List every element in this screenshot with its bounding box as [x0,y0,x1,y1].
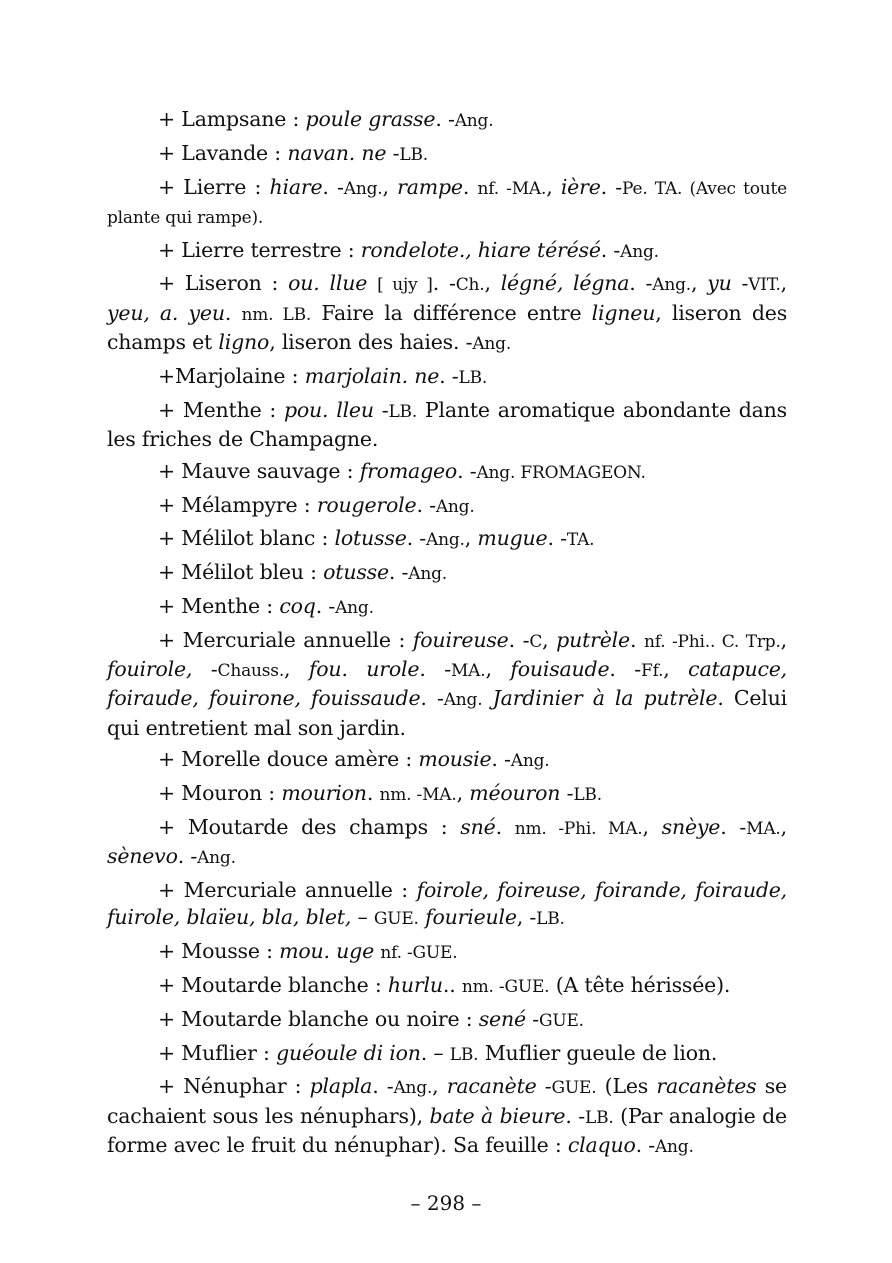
source-abbreviation: C [529,631,543,652]
dialect-term: hurlu [387,973,443,998]
entry-text: . - [600,237,621,262]
entry-text: + Mélampyre : [158,492,317,517]
dialect-term: mugue [477,526,548,551]
entry-text: , [485,657,511,682]
glossary-entry [107,814,787,873]
entry-text: (A tête hérissée). [549,973,731,998]
source-abbreviation: MA. [450,661,486,682]
source-abbreviation: Pe. TA. (Avec toute plante qui rampe). [107,178,787,228]
entry-text: Muflier gueule de lion. [478,1040,718,1065]
source-abbreviation: Ang. [408,564,447,585]
source-abbreviation: Ang. FROMAGEON. [476,462,646,483]
entry-text: . - [439,363,459,388]
glossary-entry [107,1040,787,1069]
entry-text: , liseron des champs et [107,300,788,355]
glossary-entry [107,397,787,454]
source-abbreviation: Ff. [641,661,664,682]
entry-text: , [690,271,708,296]
entry-text: , [484,271,501,296]
entry-text: , [780,627,787,652]
entry-text: + Lierre : [158,174,270,199]
entry-text: Faire la différence entre [311,300,592,325]
entry-text: Plante aromatique abondante dans les friches de Champagne. [107,397,787,451]
entry-text: , [780,815,787,840]
source-abbreviation: GUE. [538,1010,584,1031]
dialect-term: plapla [309,1074,373,1099]
dialect-term: fromageo [359,458,458,483]
entry-text: + Menthe : [158,397,284,422]
source-abbreviation: Ang. [443,690,483,711]
dialect-term: rondelote., hiare térésé [360,237,601,262]
dialect-term: mourion [281,781,367,806]
dialect-term: fouisaude [510,657,610,682]
dialect-term: putrèle [556,627,630,652]
source-abbreviation: Ang. [472,334,512,355]
dialect-term: sené [478,1006,526,1031]
entry-text: . - [565,1103,585,1128]
source-abbreviation: nm. LB. [241,304,312,325]
entry-text: , [780,271,787,296]
source-abbreviation: Ang. [343,178,383,199]
dialect-term: méouron [469,781,561,806]
glossary-entry [107,106,787,135]
entry-text: , [546,174,561,199]
source-abbreviation: Ang. [335,597,374,618]
entry-text: . - [322,174,344,199]
source-abbreviation: [ ujy ] [377,275,433,296]
glossary-entry [107,938,787,967]
source-abbreviation: nm. -Phi. MA. [514,819,643,840]
entry-text [482,686,492,710]
dialect-term: fourieule [425,905,517,930]
entry-text: . - [635,1133,655,1157]
entry-text: , [663,657,689,682]
entry-text: , [432,1074,447,1099]
entry-text: + Lavande : [158,140,288,165]
dialect-term: yu [707,271,732,296]
dialect-term: mousie [418,747,492,772]
entry-text: + Moutarde des champs : [158,815,461,840]
entry-text: , [542,627,557,652]
dialect-term: guéoule di ion [276,1040,421,1065]
entry-text: + Mélilot bleu : [158,560,324,585]
dialect-term: marjolain. ne [304,363,440,388]
entry-text: , [284,657,309,682]
source-abbreviation: nf. -GUE. [380,943,458,964]
source-abbreviation: Ang. [620,241,659,262]
dialect-term: coq [279,593,316,618]
source-abbreviation: Chauss. [217,661,285,682]
entry-text: + Mauve sauvage : [158,458,360,483]
entry-text: . [495,815,515,840]
entry-text: . - [406,526,427,551]
entry-text: + Moutarde blanche : [158,973,388,998]
source-abbreviation: nf. -MA. [477,178,547,199]
source-abbreviation: LB. [458,367,488,388]
source-abbreviation: Ang. [510,751,550,772]
glossary-entry [107,593,787,622]
dialect-term: ligneu [591,300,656,325]
entry-text: - [192,657,218,682]
entry-text: . – [420,1040,450,1065]
page-text-body [107,106,787,1166]
entry-text: , liseron des haies. - [269,330,473,355]
entry-text: + Menthe : [158,593,280,618]
entry-text: . - [416,492,436,517]
entry-text: . - [432,271,456,296]
source-abbreviation: Ang. [435,496,475,517]
glossary-entry [107,458,787,487]
dialect-term: sènevo [107,844,178,869]
entry-text: + Mercuriale annuelle : [158,878,417,903]
entry-text: . - [177,844,198,869]
source-abbreviation: TA. [566,530,595,551]
glossary-entry [107,559,787,588]
entry-text: . [462,174,478,199]
glossary-entry [107,270,787,358]
entry-text: . - [600,174,623,199]
entry-text: + Lierre terrestre : [158,237,361,262]
glossary-entry [107,877,787,934]
source-abbreviation: Ang. [652,275,691,296]
dialect-term: yeu, a. yeu [107,300,225,325]
entry-text: - [560,781,574,806]
dialect-term: mou. uge [279,939,375,964]
entry-text: . - [629,271,653,296]
entry-text: . - [419,657,451,682]
dialect-term: foirole, foireuse, foirande, foiraude, fuirole, blaïeu, bla, blet, [107,878,787,930]
source-abbreviation: GUE. [551,1078,597,1099]
entry-text: - [386,140,400,165]
dialect-term: rougerole [316,492,417,517]
dialect-term: bate à bieure [429,1103,566,1128]
entry-text: (Les [596,1074,657,1099]
entry-text: - [525,1006,539,1031]
page-number: – 298 – [410,1191,482,1215]
entry-text: - [373,397,389,422]
dialect-term: snèye [661,815,721,840]
entry-text: . [629,627,644,652]
dialect-term: ou. llue [288,271,368,296]
entry-text: , [642,815,662,840]
glossary-entry [107,363,787,392]
entry-text: + Lampsane : [158,107,306,131]
entry-text [367,271,377,295]
source-abbreviation: LB. [573,785,602,806]
entry-text: . - [609,657,641,682]
entry-text: – [351,905,374,930]
glossary-entry [107,237,787,266]
entry-text: + Mouron : [158,781,282,806]
dialect-term: ligno [218,330,270,355]
entry-text: + Muflier : [158,1040,277,1065]
source-abbreviation: Ch. [455,275,485,296]
glossary-entry [107,780,787,809]
source-abbreviation: LB. [388,401,418,422]
dialect-term: poule grasse [305,107,436,131]
source-abbreviation: Ang. [197,848,236,869]
entry-text: .. [442,973,462,998]
entry-text: + Morelle douce amère : [158,747,419,772]
entry-text: . - [372,1074,394,1099]
entry-text: + Mousse : [158,939,280,964]
dialect-term: fou. urole [308,657,420,682]
entry-text: . - [315,593,336,618]
dialect-term: pou. lleu [283,397,374,422]
dialect-term: racanètes [656,1074,757,1099]
entry-text: . Celui qui entretient mal son jardin. [107,686,787,740]
entry-text: - [536,1074,552,1099]
dialect-term: légné, légna [500,271,630,296]
entry-text: . - [457,458,477,483]
source-abbreviation: LB. [399,144,428,165]
glossary-entry [107,174,787,233]
glossary-entry [107,140,787,169]
dialect-term: sné [460,815,496,840]
entry-text: (Par analogie de forme avec le fruit du nénuphar). Sa feuille : [107,1103,787,1157]
glossary-entry [107,1006,787,1035]
entry-text: +Marjolaine : [158,363,305,388]
dialect-term: hiare [269,174,323,199]
source-abbreviation: GUE. [373,909,419,930]
glossary-entry [107,972,787,1001]
glossary-entry [107,525,787,554]
glossary-entry [107,746,787,775]
source-abbreviation: nf. -Phi.. C. Trp. [643,631,781,652]
source-abbreviation: Ang. [654,1137,694,1157]
dialect-term: navan. ne [287,140,387,165]
source-abbreviation: LB. [584,1107,614,1128]
dialect-term: rampe [397,174,463,199]
dialect-term: lotusse [334,526,407,551]
dialect-term: otusse [323,560,389,585]
dialect-term: Jardinier à la putrèle [492,686,718,711]
entry-text: se cachaient sous les nénuphars), [107,1074,787,1128]
source-abbreviation: nm. -GUE. [461,977,550,998]
entry-text: . - [720,815,747,840]
entry-text: + Mélilot blanc : [158,526,335,551]
dialect-term: fouireuse [412,627,509,652]
source-abbreviation: nm. -MA. [379,785,457,806]
entry-text: . - [491,747,511,772]
dialect-term: fouirole, [107,657,193,682]
source-abbreviation: Ang. [426,530,465,551]
entry-text: , [456,781,470,806]
entry-text: . [366,781,380,806]
entry-text: , [464,526,478,551]
entry-text: + Mercuriale annuelle : [158,627,413,652]
glossary-entry [107,492,787,521]
dialect-term: racanète [446,1074,537,1099]
entry-text: , - [516,905,537,930]
dialect-term: catapuce, foiraude, fouirone, fouissaude [107,657,787,711]
entry-text: . - [508,627,530,652]
entry-text: . - [388,560,409,585]
dialect-term: ière [560,174,601,199]
dialect-term: claquo [567,1133,636,1157]
entry-text: . - [547,526,567,551]
source-abbreviation: Ang. [393,1078,433,1099]
entry-text: - [731,271,749,296]
entry-text: . - [420,686,444,711]
source-abbreviation: MA. [746,819,781,840]
source-abbreviation: Ang. [454,111,494,131]
entry-text: + Liseron : [158,271,289,296]
entry-text: , [382,174,398,199]
source-abbreviation: VIT. [748,275,781,296]
source-abbreviation: LB. [449,1044,479,1065]
entry-text: + Moutarde blanche ou noire : [158,1006,479,1031]
source-abbreviation: LB. [536,909,565,930]
entry-text: + Nénuphar : [158,1074,310,1099]
entry-text: . [224,300,242,325]
glossary-entry [107,1073,787,1161]
glossary-entry [107,627,787,742]
entry-text: . - [435,107,455,131]
